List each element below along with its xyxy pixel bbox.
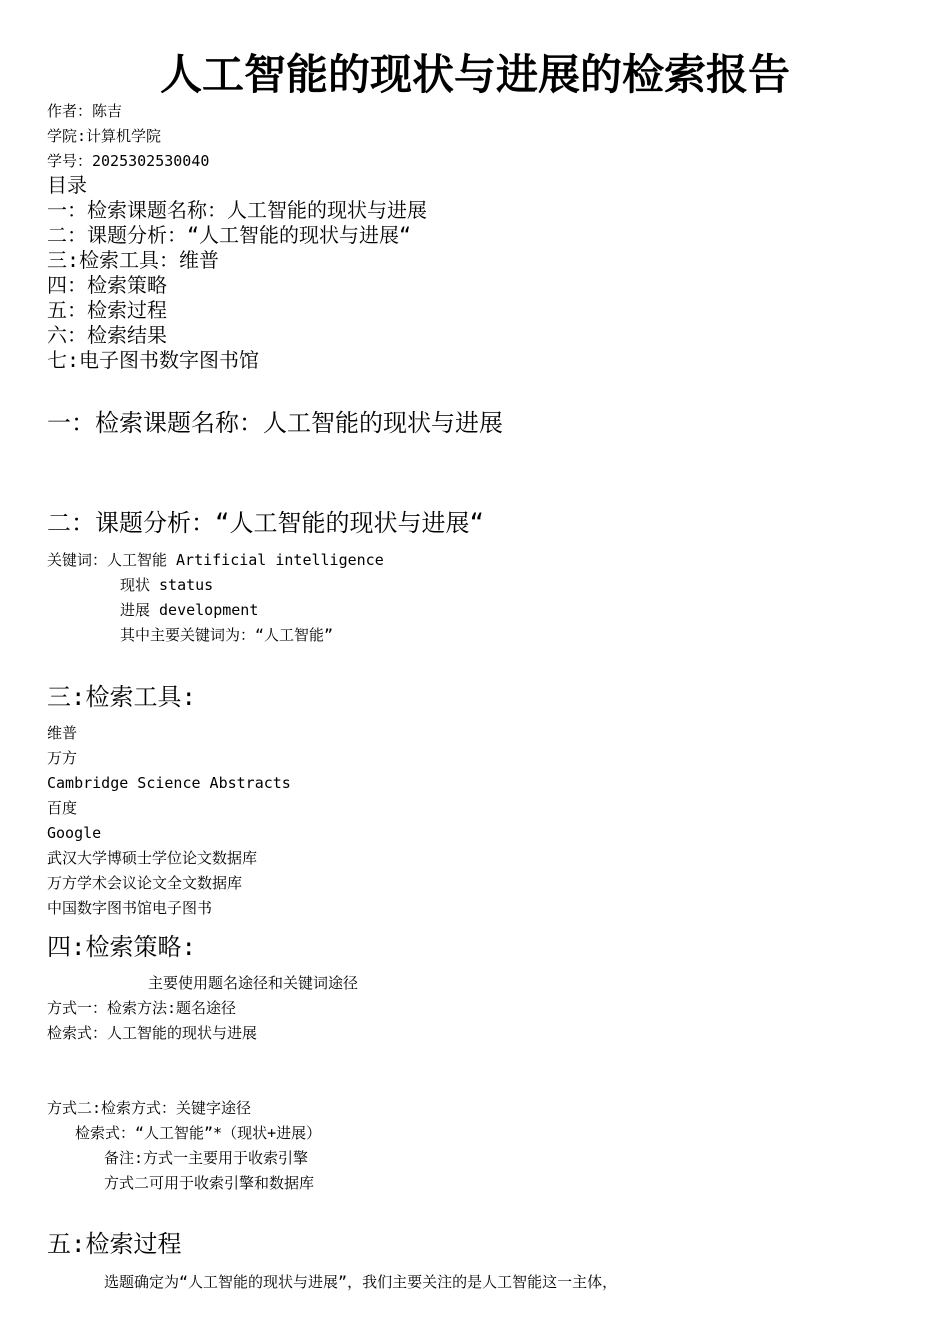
student-id-line: 学号：2025302530040 — [47, 152, 210, 170]
keyword-line: 其中主要关键词为：“人工智能” — [120, 626, 334, 644]
tool-item: 万方学术会议论文全文数据库 — [47, 874, 243, 892]
tool-item: 维普 — [47, 724, 78, 742]
toc-item: 七:电子图书数字图书馆 — [47, 348, 260, 372]
college-line: 学院:计算机学院 — [47, 127, 162, 145]
tool-item: 万方 — [47, 749, 78, 767]
toc-item: 三:检索工具：维普 — [47, 248, 220, 272]
keyword-line: 关键词：人工智能 Artificial intelligence — [47, 551, 384, 569]
toc-item: 六：检索结果 — [47, 323, 167, 347]
toc-heading: 目录 — [47, 173, 87, 197]
toc-item: 二：课题分析：“人工智能的现状与进展“ — [47, 223, 412, 247]
tool-item: Google — [47, 824, 102, 842]
toc-item: 四：检索策略 — [47, 273, 167, 297]
keyword-line: 现状 status — [120, 576, 214, 594]
process-paragraph: 选题确定为“人工智能的现状与进展”，我们主要关注的是人工智能这一主体， — [104, 1273, 618, 1291]
tool-item: 百度 — [47, 799, 78, 817]
author-line: 作者：陈吉 — [47, 102, 123, 120]
tool-item: 中国数字图书馆电子图书 — [47, 899, 213, 917]
page-title: 人工智能的现状与进展的检索报告 — [159, 50, 790, 99]
toc-item: 一：检索课题名称：人工智能的现状与进展 — [47, 198, 427, 222]
method-one: 方式一：检索方法:题名途径 — [47, 999, 237, 1017]
toc-item: 五：检索过程 — [47, 298, 167, 322]
section-heading-2: 二：课题分析：“人工智能的现状与进展“ — [47, 509, 484, 537]
section-heading-1: 一：检索课题名称：人工智能的现状与进展 — [47, 409, 503, 437]
tool-item: 武汉大学博硕士学位论文数据库 — [47, 849, 258, 867]
strategy-intro: 主要使用题名途径和关键词途径 — [148, 974, 359, 992]
keyword-line: 进展 development — [120, 601, 259, 619]
method-two: 方式二:检索方式：关键字途径 — [47, 1099, 252, 1117]
query-two: 检索式：“人工智能”*（现状+进展） — [75, 1124, 322, 1142]
note-line: 方式二可用于收索引擎和数据库 — [104, 1174, 315, 1192]
section-heading-5: 五:检索过程 — [47, 1230, 182, 1258]
note-line: 备注:方式一主要用于收索引擎 — [104, 1149, 309, 1167]
tool-item: Cambridge Science Abstracts — [47, 774, 291, 792]
section-heading-3: 三:检索工具: — [47, 683, 196, 711]
query-one: 检索式：人工智能的现状与进展 — [47, 1024, 258, 1042]
section-heading-4: 四:检索策略: — [47, 933, 196, 961]
